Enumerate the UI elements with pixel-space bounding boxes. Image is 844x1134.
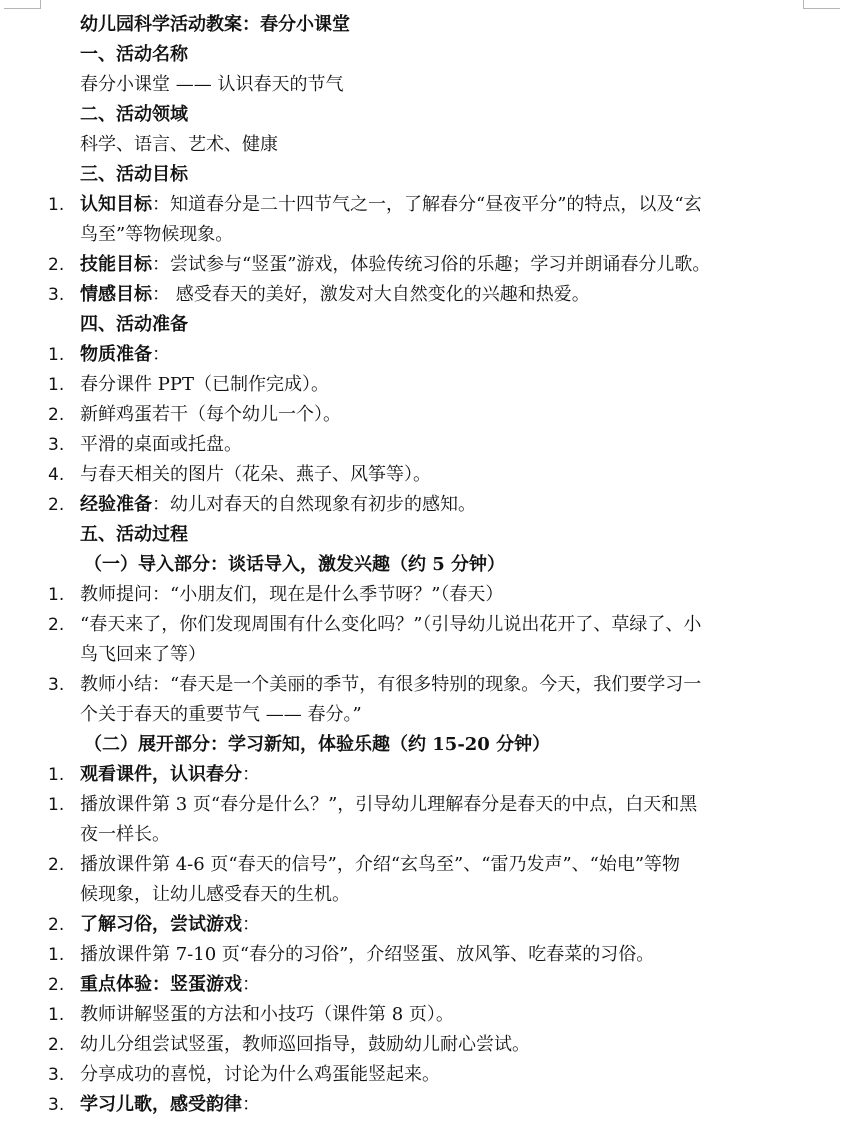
list-item-continuation: 鸟至”等物候现象。: [80, 224, 234, 245]
section-heading: 二、活动领域: [80, 104, 188, 125]
list-item: [0, 970, 844, 1000]
list-item-text: 播放课件第 4-6 页“春天的信号”，介绍“玄鸟至”、“雷乃发声”、“始电”等物: [80, 854, 681, 875]
list-item-number: 1.: [48, 585, 65, 605]
list-item-number: 2.: [48, 405, 65, 425]
list-item: [0, 940, 844, 970]
list-item-number: 3.: [48, 285, 65, 305]
section-heading: 一、活动名称: [80, 44, 188, 65]
list-item-text: 教师小结：“春天是一个美丽的季节，有很多特别的现象。今天，我们要学习一: [80, 674, 702, 695]
list-item-text: ：: [242, 974, 260, 995]
list-item-text: 幼儿分组尝试竖蛋，教师巡回指导，鼓励幼儿耐心尝试。: [80, 1034, 530, 1055]
list-item-number: 2.: [48, 855, 65, 875]
list-item-label: 技能目标: [80, 254, 152, 275]
subsection-heading: （二）展开部分：学习新知，体验乐趣（约 15-20 分钟）: [84, 734, 551, 755]
list-item: [0, 250, 844, 280]
list-item: [0, 760, 844, 790]
list-item-text: 播放课件第 7-10 页“春分的习俗”，介绍竖蛋、放风筝、吃春菜的习俗。: [80, 944, 655, 965]
list-item: [0, 580, 844, 610]
list-item-number: 1.: [48, 195, 65, 215]
list-item-label: 观看课件，认识春分: [80, 764, 242, 785]
list-item: [0, 790, 844, 820]
list-item-number: 2.: [48, 1035, 65, 1055]
list-item-number: 3.: [48, 675, 65, 695]
list-item-text: 春分课件 PPT（已制作完成）。: [80, 374, 329, 395]
page-corner-mark-right: [803, 0, 840, 9]
list-item-number: 1.: [48, 945, 65, 965]
list-item-number: 3.: [48, 1095, 65, 1115]
list-item: [0, 340, 844, 370]
subsection-heading: （一）导入部分：谈话导入，激发兴趣（约 5 分钟）: [84, 554, 506, 575]
list-item-text: ：: [242, 1094, 260, 1115]
list-item-text: 与春天相关的图片（花朵、燕子、风筝等）。: [80, 464, 431, 485]
list-item: [0, 190, 844, 220]
list-item: [0, 850, 844, 880]
list-item-text: ：知道春分是二十四节气之一，了解春分“昼夜平分”的特点，以及“玄: [152, 194, 702, 215]
list-item-text: ：尝试参与“竖蛋”游戏，体验传统习俗的乐趣；学习并朗诵春分儿歌。: [152, 254, 711, 275]
list-item-text: “春天来了，你们发现周围有什么变化吗？”（引导幼儿说出花开了、草绿了、小: [80, 614, 702, 635]
list-item: [0, 910, 844, 940]
list-item-number: 1.: [48, 765, 65, 785]
list-item: [0, 490, 844, 520]
list-item-number: 2.: [48, 495, 65, 515]
list-item-continuation: 个关于春天的重要节气 —— 春分。”: [80, 704, 362, 725]
section-heading: 五、活动过程: [80, 524, 188, 545]
list-item-number: 2.: [48, 615, 65, 635]
paragraph-line: 科学、语言、艺术、健康: [80, 134, 278, 155]
list-item-number: 1.: [48, 795, 65, 815]
list-item-text: 教师提问：“小朋友们，现在是什么季节呀？”（春天）: [80, 584, 504, 605]
list-item-text: ： 感受春天的美好，激发对大自然变化的兴趣和热爱。: [152, 284, 590, 305]
page-corner-mark-left: [4, 0, 41, 9]
list-item: [0, 670, 844, 700]
list-item-text: ：幼儿对春天的自然现象有初步的感知。: [152, 494, 476, 515]
list-item-number: 2.: [48, 915, 65, 935]
list-item-continuation: 候现象，让幼儿感受春天的生机。: [80, 884, 350, 905]
list-item-text: 新鲜鸡蛋若干（每个幼儿一个）。: [80, 404, 341, 425]
list-item-number: 2.: [48, 255, 65, 275]
list-item-text: ：: [242, 764, 260, 785]
list-item-text: ：: [242, 914, 260, 935]
list-item-number: 3.: [48, 1065, 65, 1085]
list-item: [0, 280, 844, 310]
list-item: [0, 1000, 844, 1030]
section-heading: 三、活动目标: [80, 164, 188, 185]
section-heading: 四、活动准备: [80, 314, 188, 335]
list-item-continuation: 鸟飞回来了等）: [80, 644, 206, 665]
list-item-label: 情感目标: [80, 284, 152, 305]
list-item: [0, 1060, 844, 1090]
list-item-text: 播放课件第 3 页“春分是什么？”，引导幼儿理解春分是春天的中点，白天和黑: [80, 794, 698, 815]
list-item-label: 学习儿歌，感受韵律: [80, 1094, 242, 1115]
list-item: [0, 1090, 844, 1120]
list-item: [0, 370, 844, 400]
list-item-label: 认知目标: [80, 194, 152, 215]
list-item: [0, 1030, 844, 1060]
list-item: [0, 610, 844, 640]
list-item-number: 4.: [48, 465, 65, 485]
list-item-text: 教师讲解竖蛋的方法和小技巧（课件第 8 页）。: [80, 1004, 454, 1025]
paragraph-line: 春分小课堂 —— 认识春天的节气: [80, 74, 344, 95]
list-item-number: 1.: [48, 1005, 65, 1025]
document-body: [0, 10, 844, 1120]
list-item: [0, 430, 844, 460]
list-item-text: ：: [152, 344, 170, 365]
list-item: [0, 460, 844, 490]
list-item-text: 平滑的桌面或托盘。: [80, 434, 242, 455]
list-item-label: 重点体验：竖蛋游戏: [80, 974, 242, 995]
list-item-number: 3.: [48, 435, 65, 455]
list-item-label: 经验准备: [80, 494, 152, 515]
list-item-continuation: 夜一样长。: [80, 824, 170, 845]
list-item-label: 了解习俗，尝试游戏: [80, 914, 242, 935]
list-item-number: 1.: [48, 375, 65, 395]
list-item: [0, 400, 844, 430]
list-item-number: 1.: [48, 345, 65, 365]
list-item-label: 物质准备: [80, 344, 152, 365]
list-item-text: 分享成功的喜悦，讨论为什么鸡蛋能竖起来。: [80, 1064, 440, 1085]
document-title: 幼儿园科学活动教案：春分小课堂: [80, 14, 350, 35]
list-item-number: 2.: [48, 975, 65, 995]
